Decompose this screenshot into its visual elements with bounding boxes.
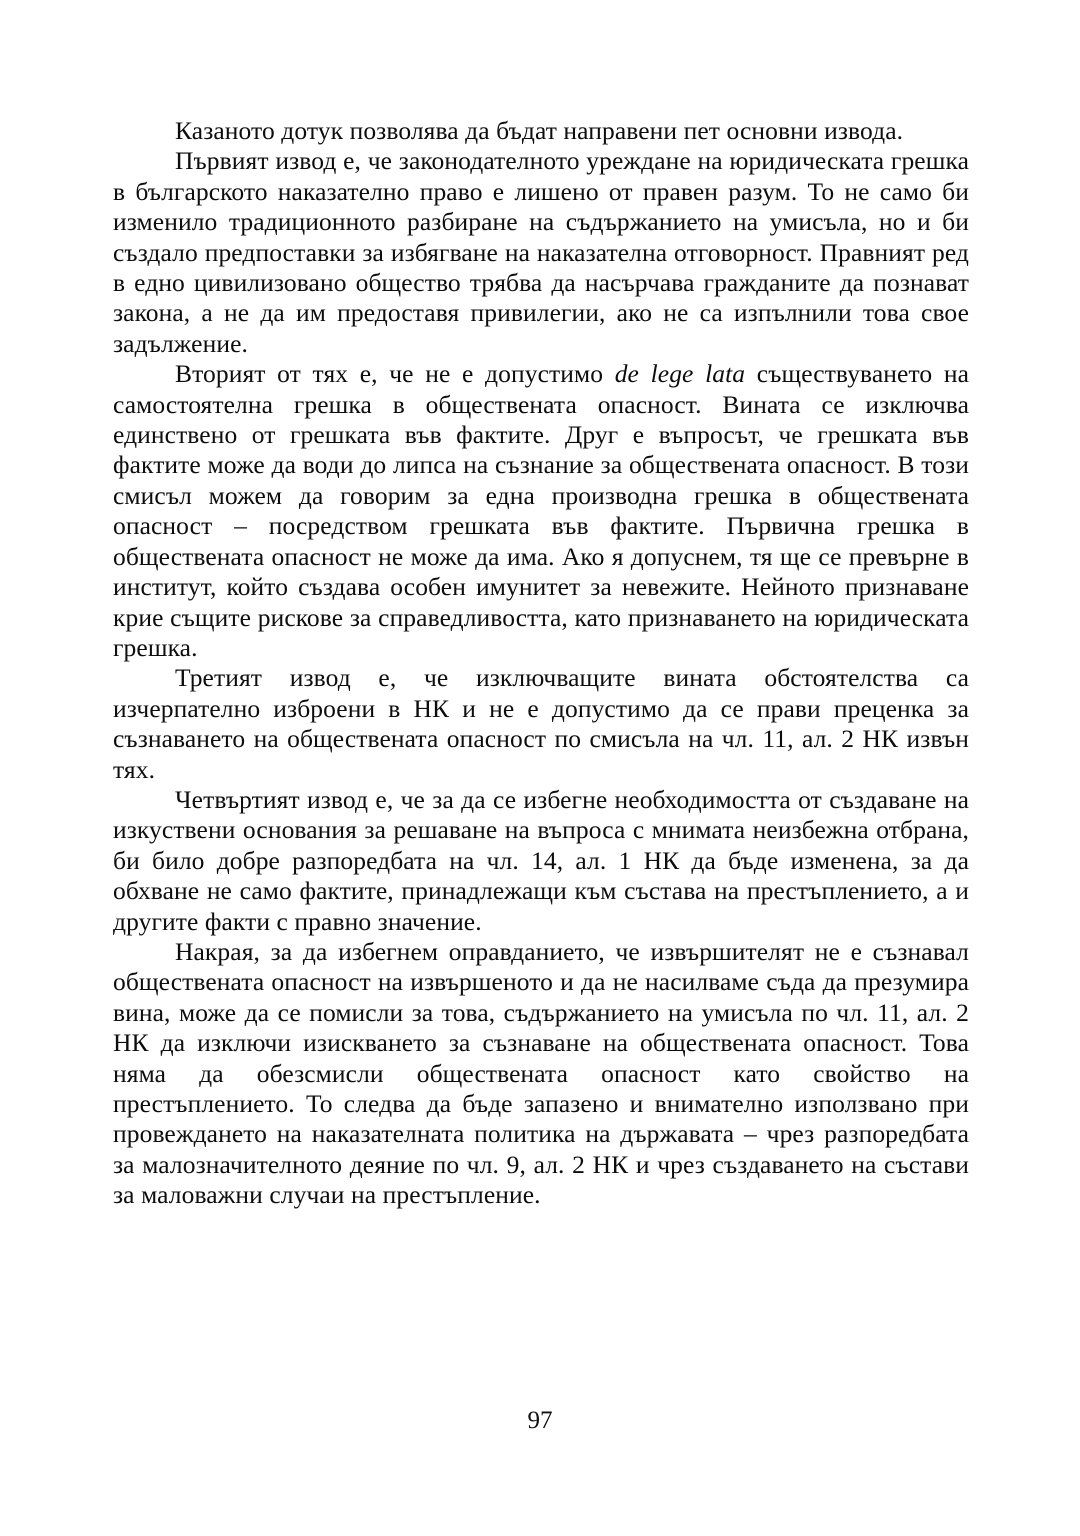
paragraph-second-conclusion-post: съществуването на самостоятелна грешка в обществената опасност. Вината се изключва единствено от грешката във фактите. Друг е въпросът, че грешката във фактите може да води до липса на съзнание за обществената опасност. В този смисъл можем да говорим за една производна грешка в обществената опасност – посредством грешката във фактите. Първична грешка в обществената опасност не може да има. Ако я допуснем, тя ще се превърне в институт, който създава особен имунитет за невежите. Нейното признаване крие същите рискове за справедливостта, като признаването на юридическата грешка. <box>113 359 969 662</box>
paragraph-conclusions-intro: Казаното дотук позволява да бъдат направени пет основни извода. <box>175 116 904 145</box>
paragraph-first-conclusion: Първият извод е, че законодателното уреждане на юридическата грешка в българското наказателно право е лишено от правен разум. То не само би изменило традиционното разбиране на съдържанието на умисъла, но и би създало предпоставки за избягване на наказателна отговорност. Правният ред в едно цивилизовано общество трябва да насърчава гражданите да познават закона, а не да им предоставя привилегии, ако не са изпълнили това свое задължение. <box>113 146 969 358</box>
paragraph-second-conclusion-pre: Вторият от тях е, че не е допустимо <box>175 359 615 389</box>
latin-phrase-italic: de lege lata <box>614 359 746 389</box>
paragraph-fourth-conclusion: Четвъртият извод е, че за да се избегне необходимостта от създаване на изкуствени основания за решаване на въпроса с мнимата неизбежна отбрана, би било добре разпоредбата на чл. 14, ал. 1 НК да бъде изменена, за да обхване не само фактите, принадлежащи към състава на престъплението, а и другите факти с правно значение. <box>113 784 969 936</box>
paragraph-second-conclusion <box>113 359 969 663</box>
paragraph-third-conclusion: Третият извод е, че изключващите вината обстоятелства са изчерпателно изброени в НК и не е допустимо да се прави преценка за съзнаването на обществената опасност по смисъла на чл. 11, ал. 2 НК извън тях. <box>113 663 969 784</box>
page-number: 97 <box>527 1407 553 1434</box>
paragraph-fifth-conclusion: Накрая, за да избегнем оправданието, че извършителят не е съзнавал обществената опасност на извършеното и да не насилваме съда да презумира вина, може да се помисли за това, съдържанието на умисъла по чл. 11, ал. 2 НК да изключи изискването за съзнаване на обществената опасност. Това няма да обезсмисли обществената опасност като свойство на престъплението. То следва да бъде запазено и внимателно използвано при провеждането на наказателната политика на държавата – чрез разпоредбата за малозначителното деяние по чл. 9, ал. 2 НК и чрез създаването на състави за маловажни случаи на престъпление. <box>113 936 969 1210</box>
body-text <box>113 116 969 1211</box>
